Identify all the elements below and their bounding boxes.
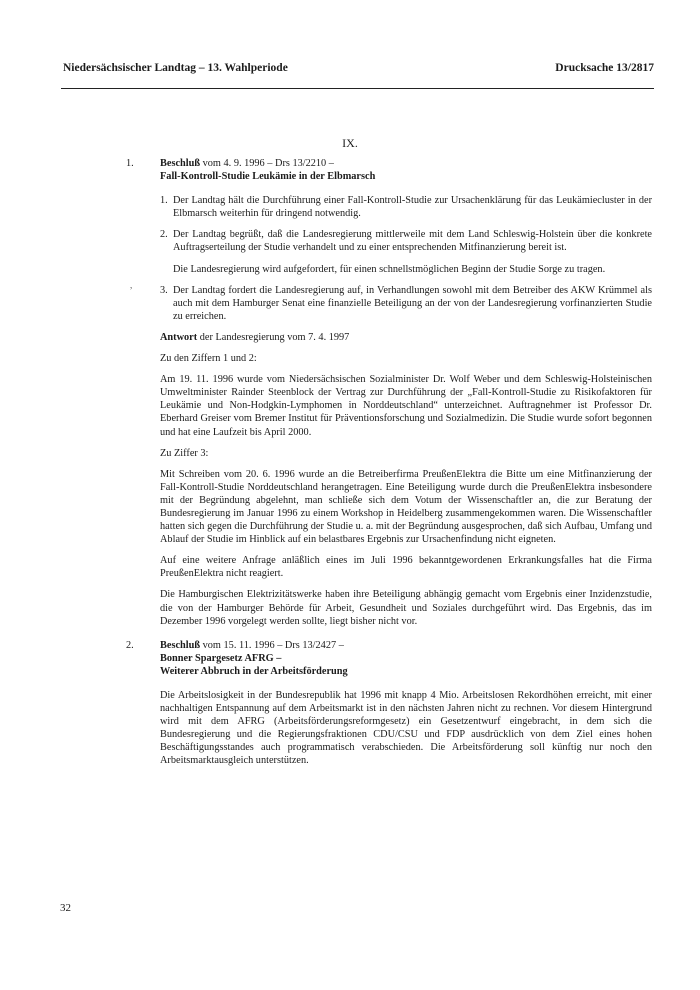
beschluss-label: Beschluß <box>160 158 201 169</box>
item-title-line: Bonner Spargesetz AFRG – <box>160 652 282 664</box>
subitem-3 <box>160 284 652 323</box>
subitem-2 <box>160 228 652 275</box>
antwort-label: Antwort <box>160 331 198 343</box>
margin-mark: , <box>130 280 133 290</box>
subitem-number: 1. <box>160 195 168 207</box>
subitem-text: Der Landtag fordert die Landesregierung auf, in Verhandlungen sowohl mit dem Betreiber des AKW Krümmel als auch mit dem Hamburger Senat eine finanzielle Beteiligung an der von der Landesregierung vorfinanzierten Studie zu erreichen. <box>173 284 652 322</box>
header-rule <box>61 88 654 89</box>
item-2 <box>126 639 652 768</box>
subitem-number: 3. <box>160 284 168 296</box>
item-title-line: Fall-Kontroll-Studie Leukämie in der Elbmarsch <box>160 171 376 183</box>
answer-subheading: Zu Ziffer 3: <box>160 447 209 459</box>
item-title-line: Weiterer Abbruch in der Arbeitsförderung <box>160 665 348 677</box>
item-number: 2. <box>126 639 134 651</box>
beschluss-ref: vom 4. 9. 1996 – Drs 13/2210 – <box>200 158 334 169</box>
answer-paragraph: Auf eine weitere Anfrage anläßlich eines im Juli 1996 bekanntgewordenen Erkrankungsfalles hat die Firma PreußenElektra nicht reagiert. <box>160 555 652 580</box>
item-number: 1. <box>126 158 134 169</box>
item-paragraph: Die Arbeitslosigkeit in der Bundesrepublik hat 1996 mit knapp 4 Mio. Arbeitslosen Rekordhöhen erreicht, mit einer nachhaltigen Entspannung auf dem Arbeitsmarkt ist in den nächsten Jahren nicht zu rechnen. Vor diesem Hintergrund wird mit dem AFRG (Arbeitsförderungsreformgesetz) ein Gesetzentwurf eingebracht, in dem sich die Bundesregierung und die Regierungsfraktionen CDU/CSU und FDP ausdrücklich von dem Ziel eines hohen Beschäftigungsstandes auch programmatisch verabschieden. Die Arbeitsförderung soll künftig nur noch den Arbeitsmarktausgleich unterstützen. <box>160 690 652 767</box>
header-right: Drucksache 13/2817 <box>555 62 654 74</box>
answer-paragraph: Am 19. 11. 1996 wurde vom Niedersächsischen Sozialminister Dr. Wolf Weber und dem Schleswig-Holsteinischen Umweltminister Rainder Steenblock der Vertrag zur Durchführung der „Fall-Kontroll-Studie zu Risikofaktoren für Leukämie und Non-Hodgkin-Lymphomen in Norddeutschland“ unterzeichnet. Auftragnehmer ist Professor Dr. Eberhard Greiser vom Bremer Institut für Präventionsforschung und Sozialmedizin. Die Studie wurde sofort begonnen und hat eine Laufzeit bis April 2000. <box>160 374 652 438</box>
answer-paragraph: Die Hamburgischen Elektrizitätswerke haben ihre Beteiligung abhängig gemacht vom Ergebnis einer Inzidenzstudie, die von der Hamburger Behörde für Arbeit, Gesundheit und Soziales durchgeführt wird. Das Ergebnis, das im Dezember 1996 vorgelegt werden sollte, liegt bisher nicht vor. <box>160 589 652 627</box>
section-number: IX. <box>342 136 358 150</box>
document-body <box>126 157 652 779</box>
subitem-text: Der Landtag hält die Durchführung einer Fall-Kontroll-Studie zur Ursachenklärung für das Leukämiecluster in der Elbmarsch weiterhin für dringend notwendig. <box>173 195 652 220</box>
subitem-1 <box>160 194 652 220</box>
answer-paragraph: Mit Schreiben vom 20. 6. 1996 wurde an die Betreiberfirma PreußenElektra die Bitte um eine Mitfinanzierung der Fall-Kontroll-Studie Norddeutschland herangetragen. Eine Beteiligung wurde durch die PreußenElektra insbesondere mit der Begründung abgelehnt, man schließe sich dem Votum der Wissenschaftler an, die zur Beratung der Bundesregierung im Januar 1996 zu einem Workshop in Heidelberg zusammengekommen waren. Die Wissenschaftler hatten sich gegen die Durchführung der Studie u. a. mit der Begründung ausgesprochen, daß sich Aufbau, Umfang und Ablauf der Studie im Hinblick auf ein belastbares Ergebnis zur Ursachenfindung nicht eigneten. <box>160 468 652 546</box>
subitem-text: Der Landtag begrüßt, daß die Landesregierung mittlerweile mit dem Land Schleswig-Holstein über die konkrete Auftragserteilung der Studie verhandelt und zu einer entsprechenden Mitfinanzierung bereit ist. <box>173 229 652 254</box>
subitem-number: 2. <box>160 229 168 241</box>
item-1 <box>126 157 652 628</box>
antwort-ref: der Landesregierung vom 7. 4. 1997 <box>197 331 350 343</box>
beschluss-ref: vom 15. 11. 1996 – Drs 13/2427 – <box>200 639 344 651</box>
beschluss-label: Beschluß <box>160 639 201 651</box>
item-title <box>160 639 652 678</box>
answer-subheading: Zu den Ziffern 1 und 2: <box>160 353 257 365</box>
subitem-text: Die Landesregierung wird aufgefordert, für einen schnellstmöglichen Beginn der Studie Sorge zu tragen. <box>173 263 606 275</box>
page-number: 32 <box>60 902 71 914</box>
antwort-heading <box>160 331 652 344</box>
item-title <box>160 157 652 183</box>
header-left: Niedersächsischer Landtag – 13. Wahlperiode <box>63 62 288 74</box>
